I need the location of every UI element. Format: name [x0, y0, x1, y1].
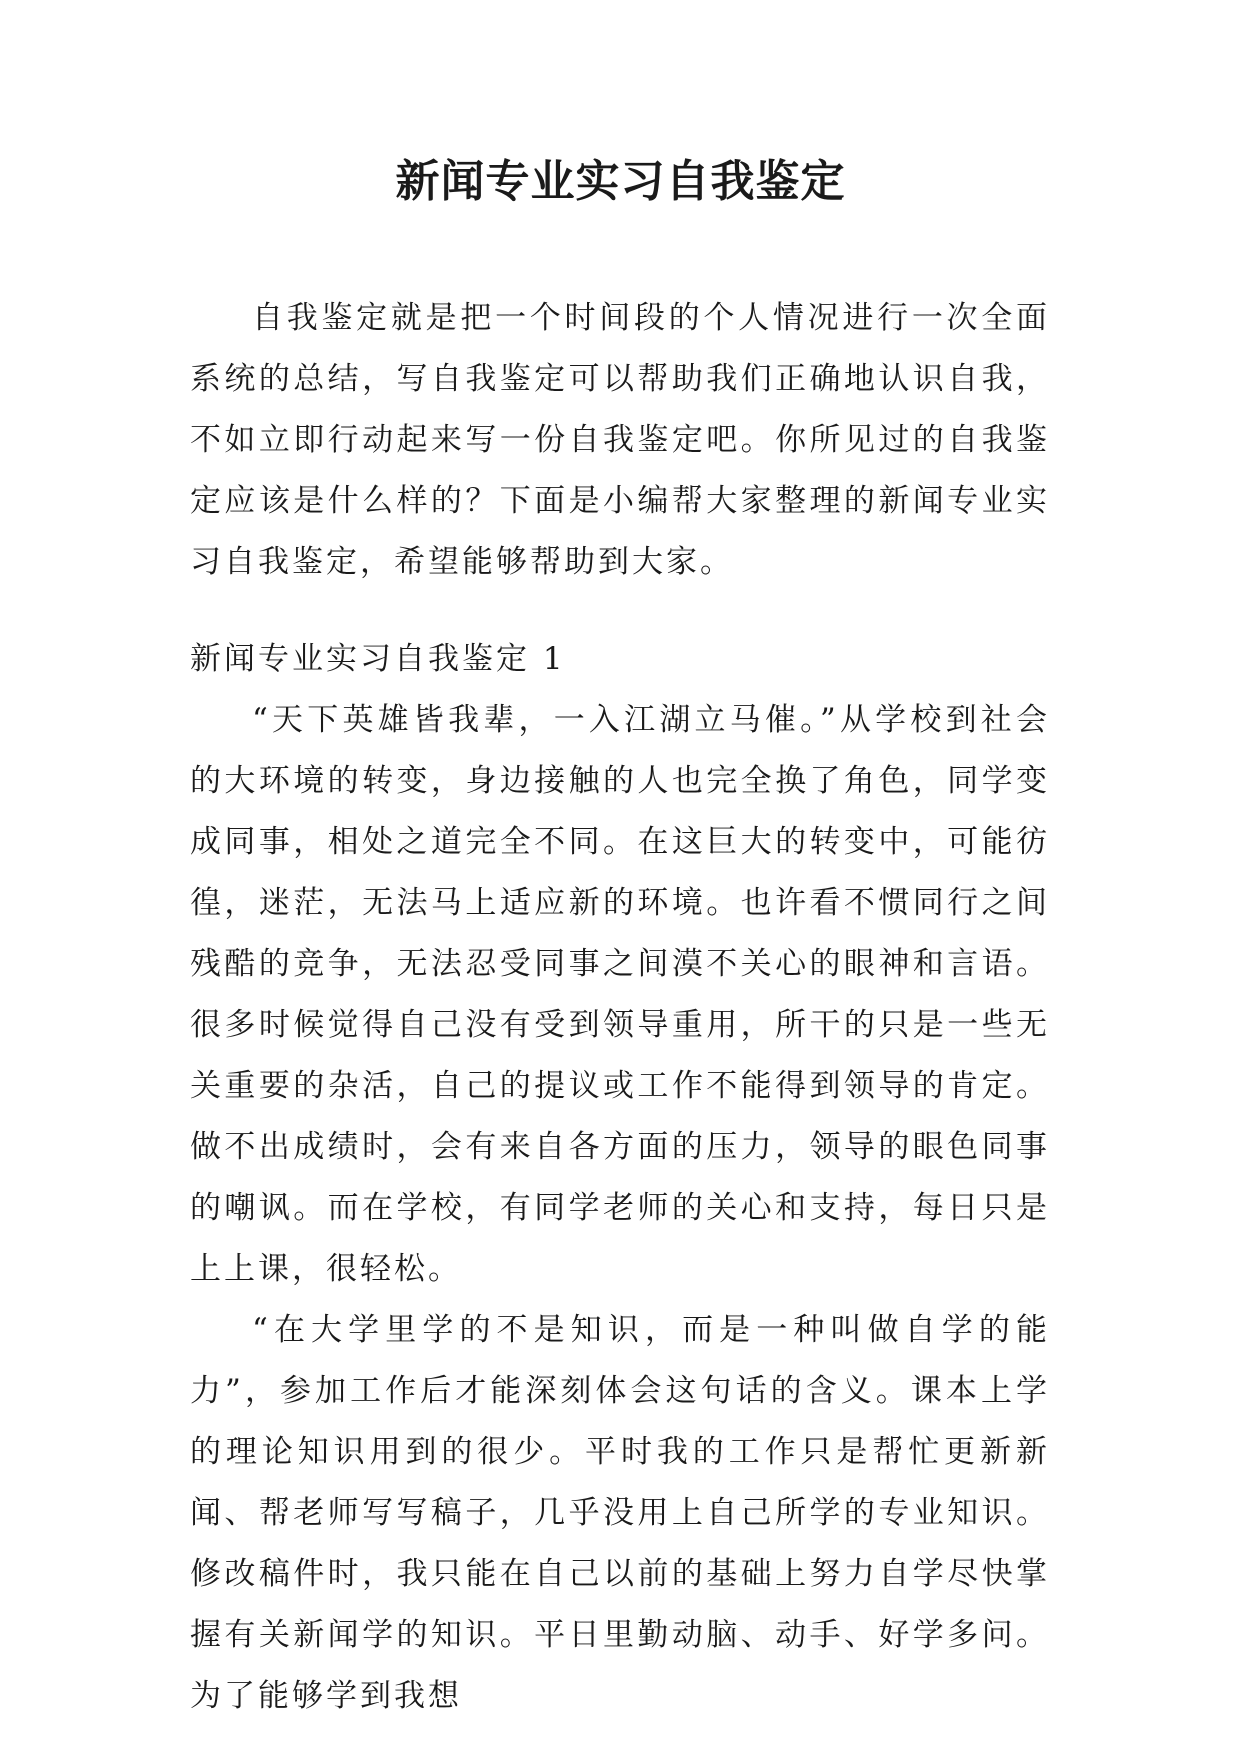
body-paragraph-1: “天下英雄皆我辈，一入江湖立马催。”从学校到社会的大环境的转变，身边接触的人也完全换了角色，同学变成同事，相处之道完全不同。在这巨大的转变中，可能彷徨，迷茫，无法马上适应新的环境。也许看不惯同行之间残酷的竞争，无法忍受同事之间漠不关心的眼神和言语。很多时候觉得自己没有受到领导重用，所干的只是一些无关重要的杂活，自己的提议或工作不能得到领导的肯定。做不出成绩时，会有来自各方面的压力，领导的眼色同事的嘲讽。而在学校，有同学老师的关心和支持，每日只是上上课，很轻松。	[190, 702, 1050, 1287]
section-heading: 新闻专业实习自我鉴定 1	[190, 641, 566, 677]
document-title: 新闻专业实习自我鉴定	[395, 156, 846, 207]
intro-paragraph: 自我鉴定就是把一个时间段的个人情况进行一次全面系统的总结，写自我鉴定可以帮助我们正确地认识自我，不如立即行动起来写一份自我鉴定吧。你所见过的自我鉴定应该是什么样的？下面是小编帮大家整理的新闻专业实习自我鉴定，希望能够帮助到大家。	[190, 300, 1050, 580]
body-paragraph-2: “在大学里学的不是知识，而是一种叫做自学的能力”，参加工作后才能深刻体会这句话的含义。课本上学的理论知识用到的很少。平时我的工作只是帮忙更新新闻、帮老师写写稿子，几乎没用上自己所学的专业知识。修改稿件时，我只能在自己以前的基础上努力自学尽快掌握有关新闻学的知识。平日里勤动脑、动手、好学多问。为了能够学到我想	[190, 1312, 1050, 1714]
document-body	[190, 288, 1050, 1727]
